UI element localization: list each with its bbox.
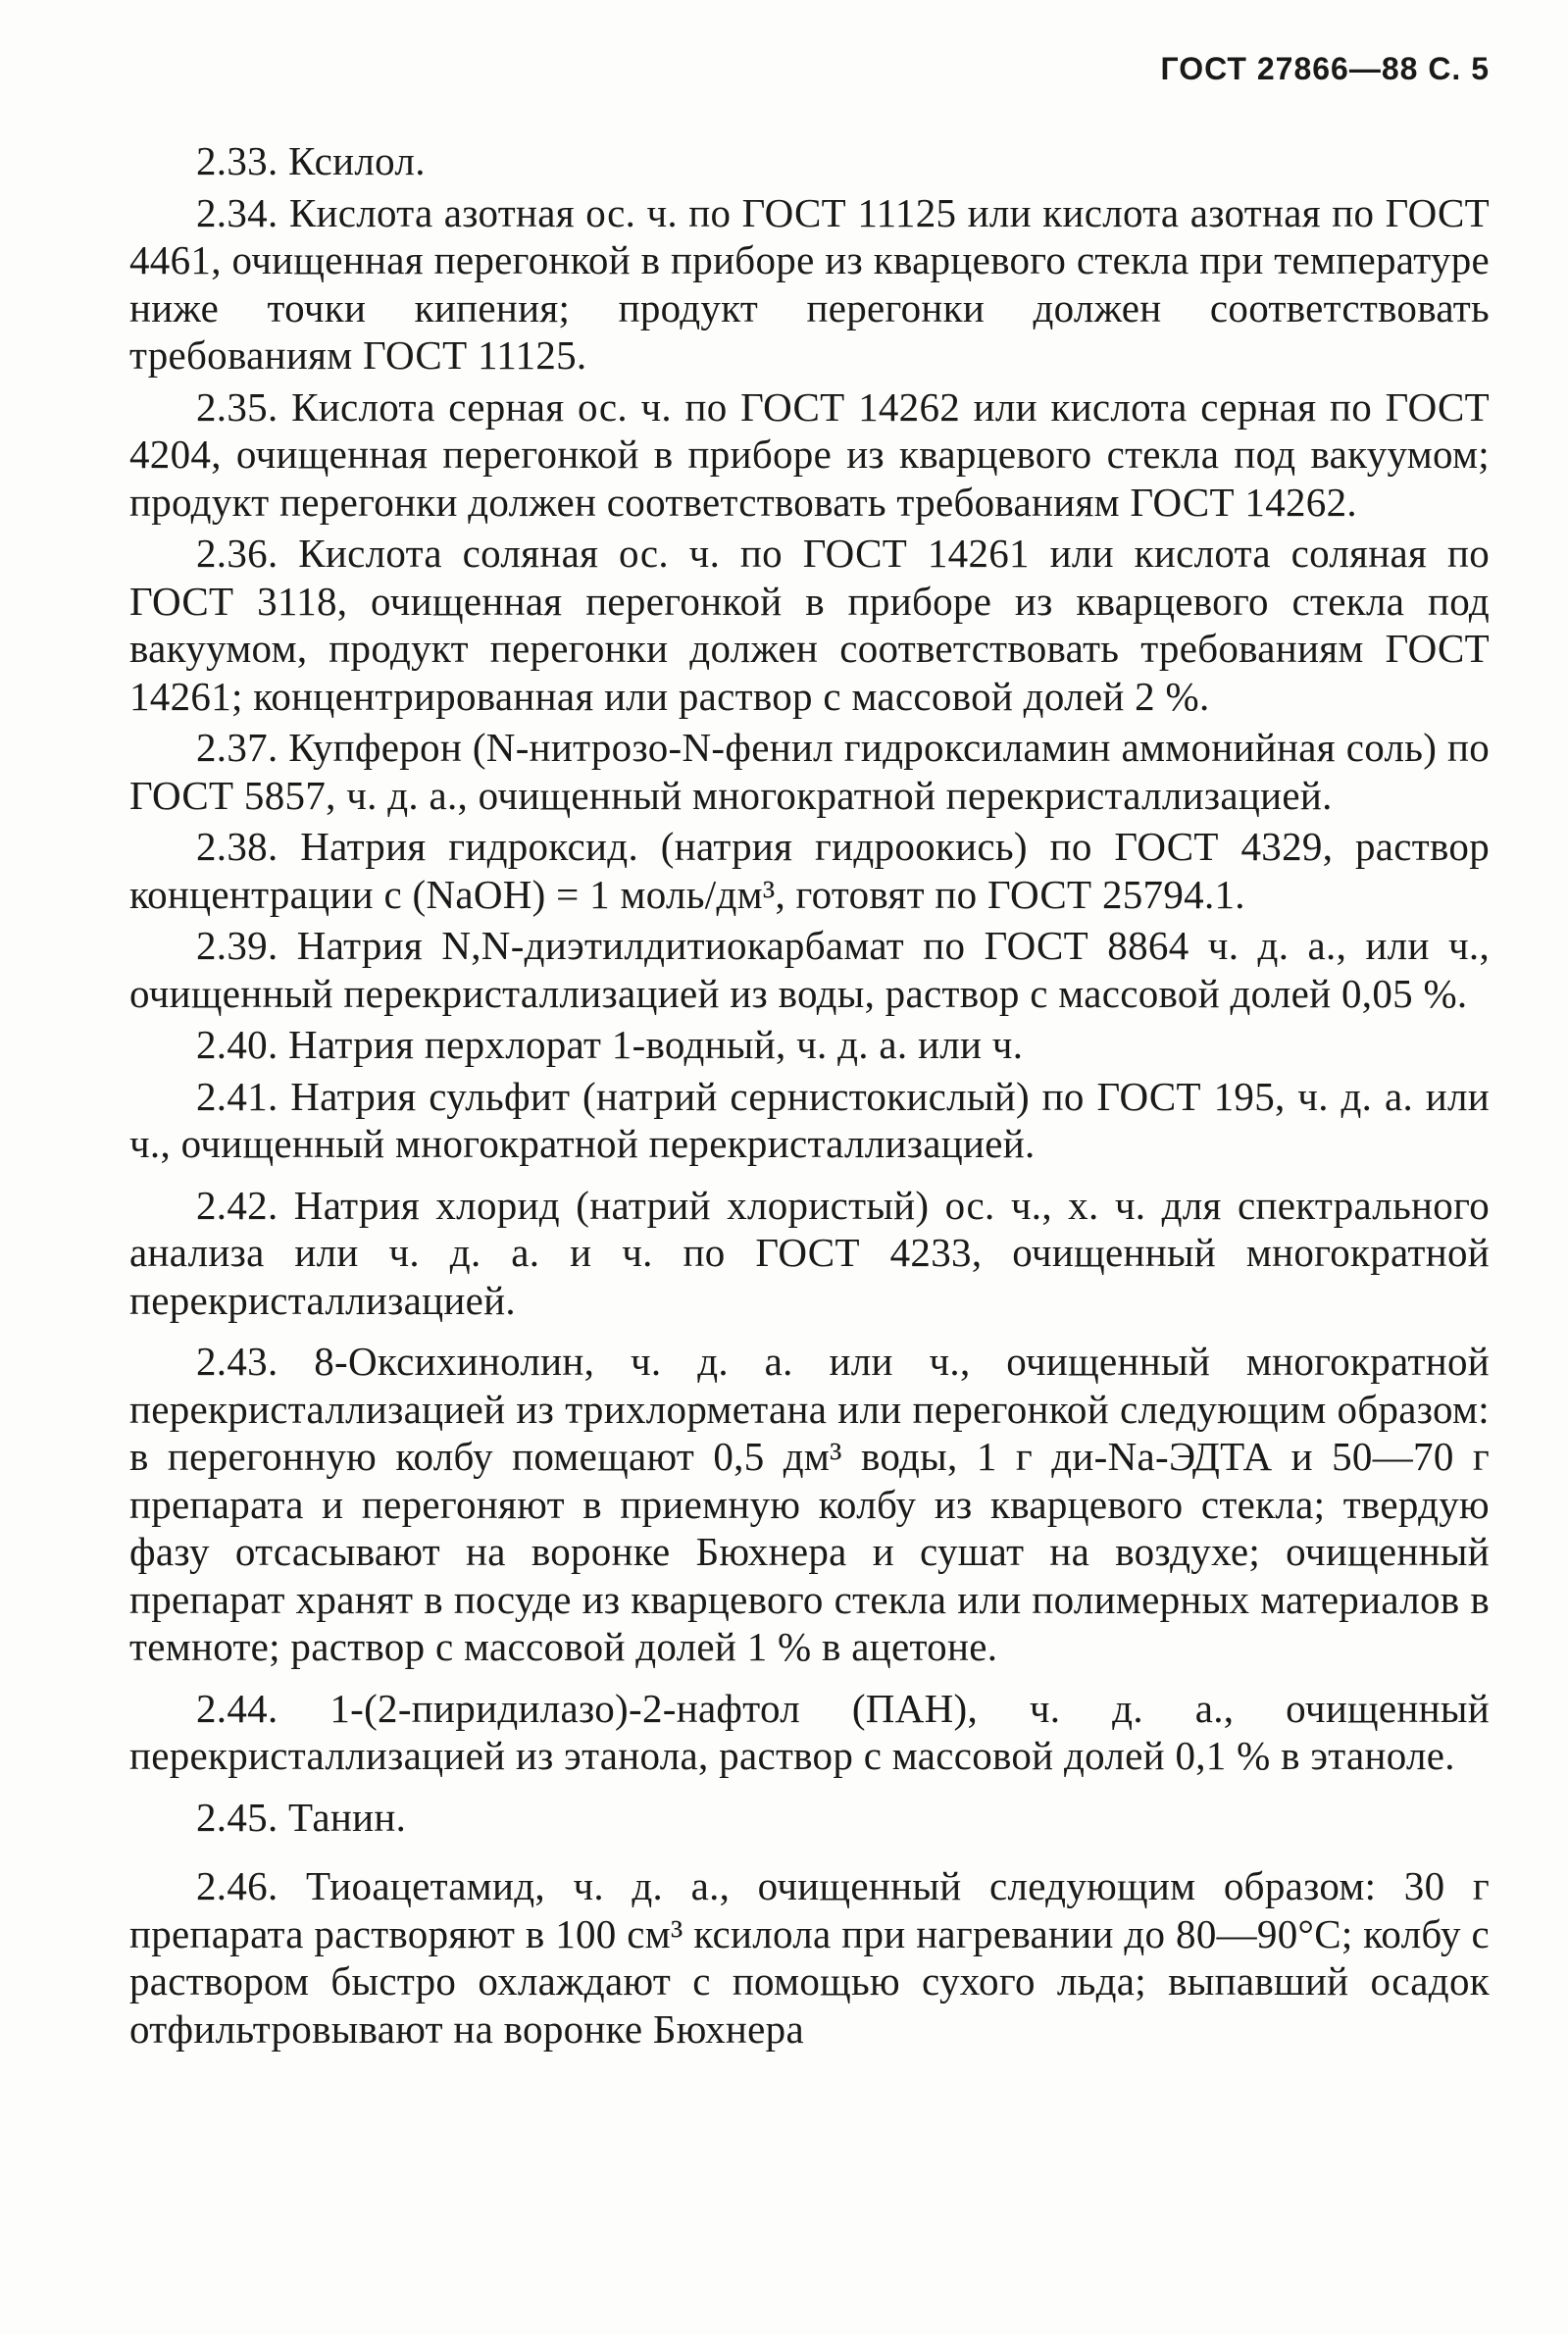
paragraph-2-34: 2.34. Кислота азотная ос. ч. по ГОСТ 11125 или кислота азотная по ГОСТ 4461, очищенная перегонкой в приборе из кварцевого стекла при температуре ниже точки кипения; продукт перегонки должен соответствовать требованиям ГОСТ 11125. [129,189,1490,378]
paragraph-2-35: 2.35. Кислота серная ос. ч. по ГОСТ 14262 или кислота серная по ГОСТ 4204, очищенная перегонкой в приборе из кварцевого стекла под вакуумом; продукт перегонки должен соответствовать требованиям ГОСТ 14262. [129,383,1490,525]
page-header: ГОСТ 27866—88 С. 5 [1160,51,1490,86]
paragraph-2-40: 2.40. Натрия перхлорат 1-водный, ч. д. а. или ч. [196,1022,1024,1067]
paragraph-2-44: 2.44. 1-(2-пиридилазо)-2-нафтол (ПАН), ч. д. а., очищенный перекристаллизацией из этанола, раствор с массовой долей 0,1 % в этаноле. [129,1685,1490,1778]
paragraph-2-45: 2.45. Танин. [196,1794,407,1840]
paragraph-2-37: 2.37. Купферон (N-нитрозо-N-фенил гидроксиламин аммонийная соль) по ГОСТ 5857, ч. д. а., очищенный многократной перекристаллизацией. [129,725,1490,818]
paragraph-2-43: 2.43. 8-Оксихинолин, ч. д. а. или ч., очищенный многократной перекристаллизацией из трихлорметана или перегонкой следующим образом: в перегонную колбу помещают 0,5 дм³ воды, 1 г ди-Na-ЭДТА и 50—70 г препарата и перегоняют в приемную колбу из кварцевого стекла; твердую фазу отсасывают на воронке Бюхнера и сушат на воздухе; очищенный препарат хранят в посуде из кварцевого стекла или полимерных материалов в темноте; раствор с массовой долей 1 % в ацетоне. [129,1339,1490,1669]
paragraph-2-38: 2.38. Натрия гидроксид. (натрия гидроокись) по ГОСТ 4329, раствор концентрации с (NaOH) = 1 моль/дм³, готовят по ГОСТ 25794.1. [129,824,1490,917]
paragraph-2-36: 2.36. Кислота соляная ос. ч. по ГОСТ 14261 или кислота соляная по ГОСТ 3118, очищенная перегонкой в приборе из кварцевого стекла под вакуумом, продукт перегонки должен соответствовать требованиям ГОСТ 14261; концентрированная или раствор с массовой долей 2 %. [129,531,1490,719]
paragraph-2-41: 2.41. Натрия сульфит (натрий сернистокислый) по ГОСТ 195, ч. д. а. или ч., очищенный многократной перекристаллизацией. [129,1073,1490,1166]
document-body [129,137,1490,2056]
paragraph-2-39: 2.39. Натрия N,N-диэтилдитиокарбамат по ГОСТ 8864 ч. д. а., или ч., очищенный перекристаллизацией из воды, раствор с массовой долей 0,05 %. [129,923,1490,1016]
paragraph-2-42: 2.42. Натрия хлорид (натрий хлористый) ос. ч., х. ч. для спектрального анализа или ч. д. а. и ч. по ГОСТ 4233, очищенный многократной перекристаллизацией. [129,1182,1490,1323]
paragraph-2-46: 2.46. Тиоацетамид, ч. д. а., очищенный следующим образом: 30 г препарата растворяют в 100 см³ ксилола при нагревании до 80—90°С; колбу с раствором быстро охлаждают с помощью сухого льда; выпавший осадок отфильтровывают на воронке Бюхнера [129,1863,1490,2052]
paragraph-2-33: 2.33. Ксилол. [196,138,426,183]
